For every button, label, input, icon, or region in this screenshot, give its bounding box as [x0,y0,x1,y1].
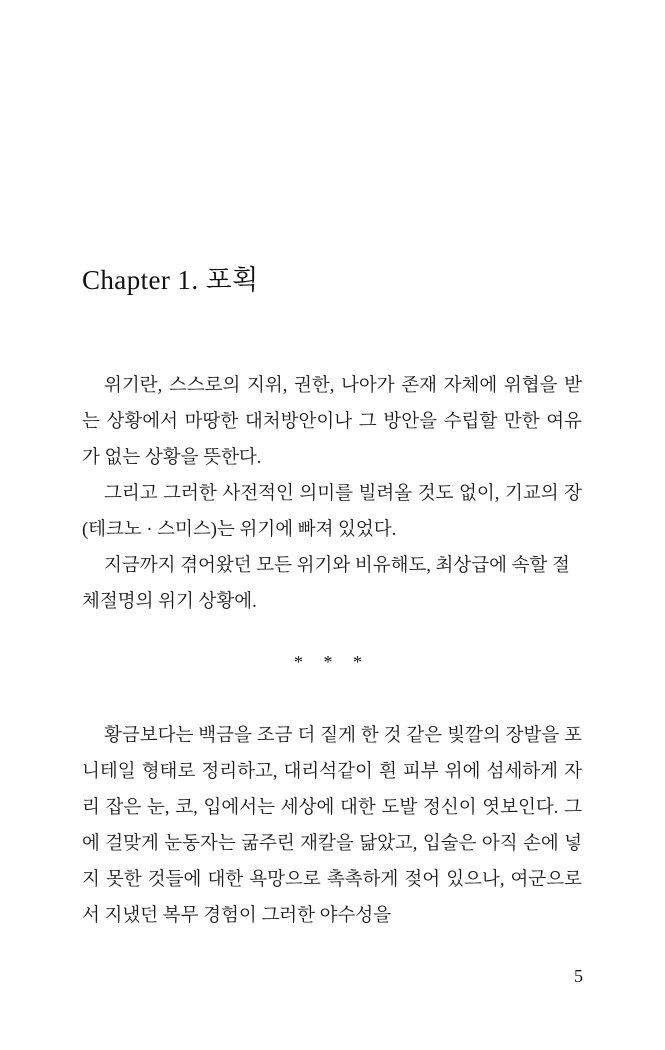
body-text-section-1 [82,368,582,620]
paragraph: 위기란, 스스로의 지위, 권한, 나아가 존재 자체에 위협을 받는 상황에서 마땅한 대처방안이나 그 방안을 수립할 만한 여유가 없는 상황을 뜻한다. [82,376,582,468]
page-number: 5 [574,966,583,986]
paragraph: 황금보다는 백금을 조금 더 짙게 한 것 같은 빛깔의 장발을 포니테일 형태로 정리하고, 대리석같이 흰 피부 위에 섬세하게 자리 잡은 눈, 코, 입에서는 세상에 대한 도발 정신이 엿보인다. 그에 걸맞게 눈동자는 굶주린 재칼을 닮았고, 입술은 아직 손에 넣지 못한 것들에 대한 욕망으로 촉촉하게 젖어 있으나, 여군으로서 지냈던 복무 경험이 그러한 야수성을 [82,726,582,926]
paragraph: 지금까지 겪어왔던 모든 위기와 비유해도, 최상급에 속할 절체절명의 위기 상황에. [82,556,570,612]
chapter-title: Chapter 1. 포획 [82,265,259,295]
body-text-section-2 [82,718,582,934]
scene-divider: * * * [294,652,370,672]
paragraph: 그리고 그러한 사전적인 의미를 빌려올 것도 없이, 기교의 장(테크노 · 스미스)는 위기에 빠져 있었다. [82,484,582,540]
